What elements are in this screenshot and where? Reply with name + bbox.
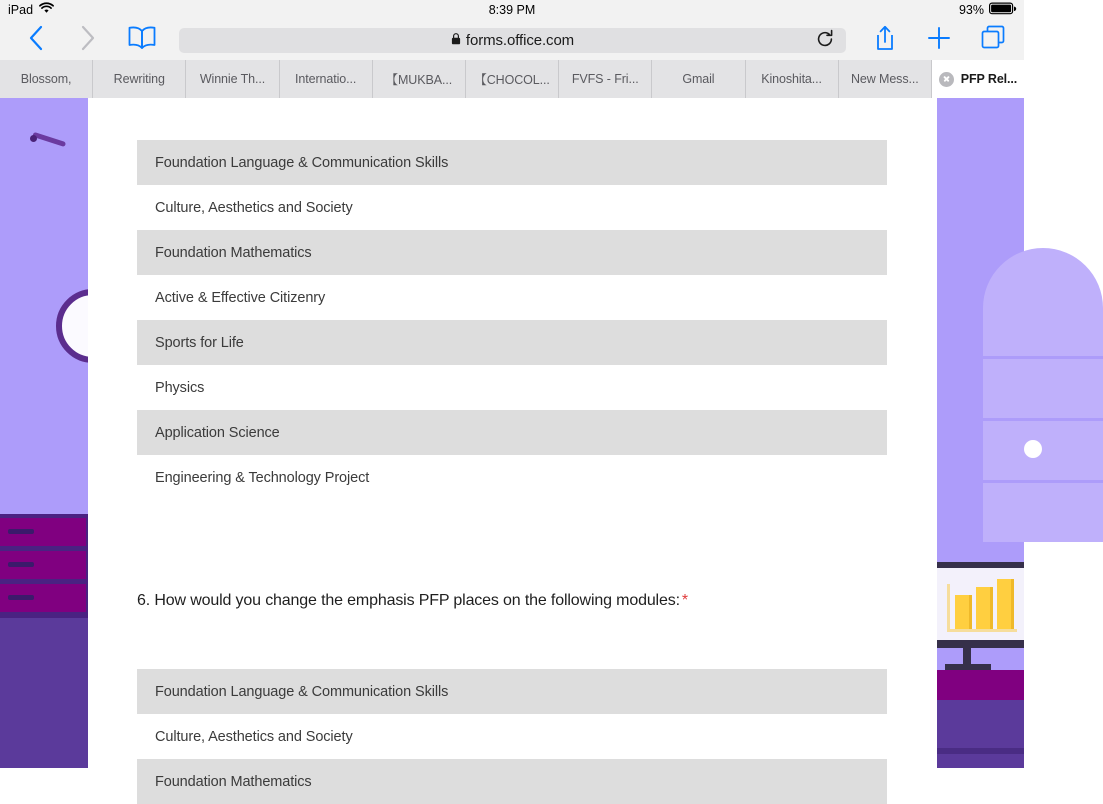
toolbar-right-actions — [858, 20, 1020, 60]
share-button[interactable] — [858, 20, 912, 60]
matrix-row-label: Engineering & Technology Project — [155, 469, 370, 486]
matrix-row-label: Physics — [155, 379, 205, 396]
tab-label: Blossom, — [20, 72, 72, 86]
drawer — [0, 584, 86, 612]
question-6-title — [137, 592, 897, 610]
shelf-compartment — [983, 356, 1103, 418]
matrix-row-label: Application Science — [155, 424, 280, 441]
tab-label: Rewriting — [113, 72, 165, 86]
question-6-text: How would you change the emphasis PFP places on the following modules: — [154, 592, 680, 609]
required-asterisk: * — [681, 592, 688, 609]
new-tab-button[interactable] — [912, 20, 966, 60]
reload-icon — [815, 29, 835, 54]
chart-bar — [997, 579, 1014, 629]
tab-label: Internatio... — [295, 72, 357, 86]
matrix-question-6-rows — [137, 669, 887, 804]
url-text: forms.office.com — [465, 32, 575, 49]
chart-bar — [955, 595, 972, 629]
matrix-row[interactable] — [137, 320, 887, 365]
matrix-question-5-rows — [137, 140, 887, 500]
drawer-handle — [8, 529, 34, 534]
drawer-handle — [8, 562, 34, 567]
back-button[interactable] — [14, 20, 58, 60]
tab-label: FVFS - Fri... — [571, 72, 639, 86]
arched-shelf-top — [983, 248, 1103, 368]
tab-label: Gmail — [682, 72, 715, 86]
browser-tab[interactable] — [93, 60, 186, 98]
browser-tab[interactable] — [186, 60, 279, 98]
matrix-row-label: Sports for Life — [155, 334, 244, 351]
right-desk-body — [937, 700, 1024, 768]
status-bar-right — [959, 0, 1016, 20]
shelf-compartment — [983, 418, 1103, 480]
web-page-viewport — [0, 98, 1024, 790]
shelf-decor-ball — [1024, 440, 1042, 458]
address-bar[interactable] — [179, 28, 846, 53]
question-6-number: 6. — [137, 592, 151, 609]
chart-y-axis — [947, 584, 950, 632]
right-desk-top — [937, 670, 1024, 700]
browser-tab[interactable] — [466, 60, 559, 98]
tab-label: Winnie Th... — [199, 72, 266, 86]
ios-status-bar — [0, 0, 1024, 20]
browser-tab[interactable] — [559, 60, 652, 98]
forward-button[interactable] — [66, 20, 110, 60]
tab-label: Kinoshita... — [761, 72, 822, 86]
browser-toolbar — [0, 20, 1024, 60]
chevron-left-icon — [27, 24, 45, 57]
chart-x-axis — [947, 629, 1017, 632]
browser-tab[interactable] — [0, 60, 93, 98]
matrix-row[interactable] — [137, 759, 887, 804]
matrix-row[interactable] — [137, 669, 887, 714]
matrix-row[interactable] — [137, 140, 887, 185]
drawer-handle — [8, 595, 34, 600]
matrix-row[interactable] — [137, 410, 887, 455]
matrix-row-label: Culture, Aesthetics and Society — [155, 728, 353, 745]
right-desk-edge — [937, 748, 1024, 754]
matrix-row[interactable] — [137, 275, 887, 320]
clock-hand — [32, 132, 66, 147]
matrix-row[interactable] — [137, 185, 887, 230]
matrix-row-label: Foundation Mathematics — [155, 244, 312, 261]
office-illustration-left — [0, 98, 88, 768]
tab-label: 【CHOCOL... — [474, 73, 550, 87]
office-illustration-right — [937, 98, 1024, 768]
matrix-row[interactable] — [137, 455, 887, 500]
chart-bar — [976, 587, 993, 629]
matrix-row[interactable] — [137, 230, 887, 275]
tab-label: 【MUKBA... — [385, 73, 453, 87]
browser-tab[interactable] — [746, 60, 839, 98]
matrix-row[interactable] — [137, 714, 887, 759]
shelf-compartment — [983, 480, 1103, 542]
clock-center-pin — [30, 135, 37, 142]
plus-icon — [926, 25, 952, 56]
tabs-icon — [980, 24, 1007, 56]
address-bar-content — [451, 32, 574, 50]
close-icon[interactable] — [939, 72, 954, 87]
matrix-row-label: Foundation Language & Communication Skills — [155, 683, 449, 700]
presentation-board-frame-bottom — [937, 640, 1024, 648]
bookmarks-button[interactable] — [120, 20, 164, 60]
tab-strip — [0, 60, 1024, 98]
tab-label: New Mess... — [850, 72, 919, 86]
drawer — [0, 551, 86, 579]
reload-button[interactable] — [814, 30, 836, 52]
lock-icon — [451, 32, 461, 50]
drawer — [0, 518, 86, 546]
share-icon — [874, 24, 896, 57]
battery-percent-label: 93% — [958, 3, 984, 17]
matrix-row[interactable] — [137, 365, 887, 410]
carrier-label: iPad — [8, 3, 34, 17]
forms-content-panel — [88, 98, 937, 790]
status-bar-clock — [0, 0, 1024, 20]
matrix-row-label: Foundation Language & Communication Skills — [155, 154, 449, 171]
browser-tab[interactable] — [652, 60, 745, 98]
browser-tab-active[interactable] — [932, 60, 1024, 98]
browser-tab[interactable] — [373, 60, 466, 98]
drawer-cabinet — [0, 514, 88, 618]
tab-label: PFP Rel... — [960, 72, 1018, 86]
matrix-row-label: Foundation Mathematics — [155, 773, 312, 790]
clock-time: 8:39 PM — [488, 3, 536, 17]
chevron-right-icon — [79, 24, 97, 57]
matrix-row-label: Culture, Aesthetics and Society — [155, 199, 353, 216]
matrix-row-label: Active & Effective Citizenry — [155, 289, 326, 306]
battery-icon — [989, 2, 1016, 18]
desk-body — [0, 616, 88, 768]
browser-tab[interactable] — [280, 60, 373, 98]
book-icon — [127, 25, 157, 56]
browser-tab[interactable] — [839, 60, 932, 98]
tabs-overview-button[interactable] — [966, 20, 1020, 60]
